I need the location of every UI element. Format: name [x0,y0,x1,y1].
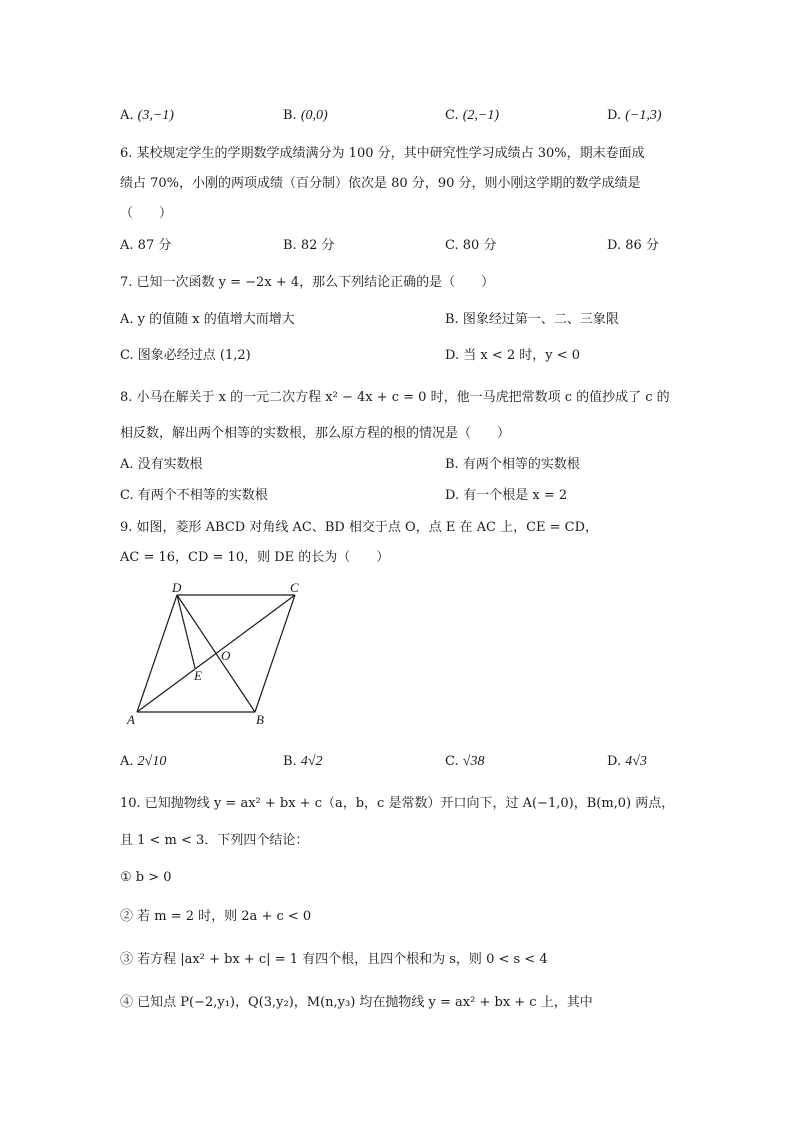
q8-stem-line2: 相反数，解出两个相等的实数根，那么原方程的根的情况是（ ） [120,426,511,441]
q9-option-d: D. 4√3 [607,754,647,769]
segment-de [177,595,195,668]
q5-option-c: C. (2,−1) [445,108,500,123]
q10-conclusion-3: ③ 若方程 |ax² + bx + c| = 1 有四个根，且四个根和为 s，则 0 < s < 4 [120,952,548,967]
q10-stem-line1: 10. 已知抛物线 y = ax² + bx + c（a，b，c 是常数）开口向下，过 A(−1,0)，B(m,0) 两点， [120,796,675,811]
rhombus-figure [125,578,310,728]
q8-option-c: C. 有两个不相等的实数根 [120,488,268,503]
q6-option-a: A. 87 分 [120,238,172,253]
side-bc [255,595,295,712]
q5-option-a: A. (3,−1) [120,108,174,123]
q7-option-b: B. 图象经过第一、二、三象限 [445,312,619,327]
q6-stem-line2: 绩占 70%，小刚的两项成绩（百分制）依次是 80 分，90 分，则小刚这学期的数学成绩是 [120,176,641,191]
q8-stem-line1: 8. 小马在解关于 x 的一元二次方程 x² − 4x + c = 0 时，他一马虎把常数项 c 的值抄成了 c 的 [120,390,670,405]
q5-option-d: D. (−1,3) [607,108,662,123]
q8-option-b: B. 有两个相等的实数根 [445,457,580,472]
q9-option-c: C. √38 [445,754,485,769]
label-a: A [127,712,135,727]
q8-option-a: A. 没有实数根 [120,457,203,472]
q6-option-c: C. 80 分 [445,238,497,253]
q6-stem-line3: （ ） [120,206,173,221]
q7-option-c: C. 图象必经过点 (1,2) [120,348,251,363]
q7-stem: 7. 已知一次函数 y = −2x + 4，那么下列结论正确的是（ ） [120,275,495,290]
label-c: C [290,580,299,595]
q9-stem-line2: AC = 16，CD = 10，则 DE 的长为（ ） [120,550,390,565]
label-d: D [172,580,182,595]
q8-option-d: D. 有一个根是 x = 2 [445,488,568,503]
q7-option-a: A. y 的值随 x 的值增大而增大 [120,312,295,327]
q5-option-b: B. (0,0) [283,108,328,123]
side-da [137,595,177,712]
q10-conclusion-4: ④ 已知点 P(−2,y₁)，Q(3,y₂)，M(n,y₃) 均在抛物线 y = ax² + bx + c 上，其中 [120,995,593,1010]
q6-option-d: D. 86 分 [607,238,659,253]
q9-option-a: A. 2√10 [120,754,167,769]
label-b: B [256,712,264,727]
q6-option-b: B. 82 分 [283,238,335,253]
label-e: E [194,668,202,683]
q9-option-b: B. 4√2 [283,754,323,769]
diagonal-bd [177,595,255,712]
q10-conclusion-1: ① b > 0 [120,870,172,885]
label-o: O [221,648,231,663]
q10-conclusion-2: ② 若 m = 2 时，则 2a + c < 0 [120,909,312,924]
q6-stem-line1: 6. 某校规定学生的学期数学成绩满分为 100 分，其中研究性学习成绩占 30%，期末卷面成 [120,146,645,161]
q7-option-d: D. 当 x < 2 时，y < 0 [445,348,581,363]
q10-stem-line2: 且 1 < m < 3．下列四个结论： [120,833,309,848]
q9-stem-line1: 9. 如图，菱形 ABCD 对角线 AC、BD 相交于点 O，点 E 在 AC 上，CE = CD， [120,520,599,535]
